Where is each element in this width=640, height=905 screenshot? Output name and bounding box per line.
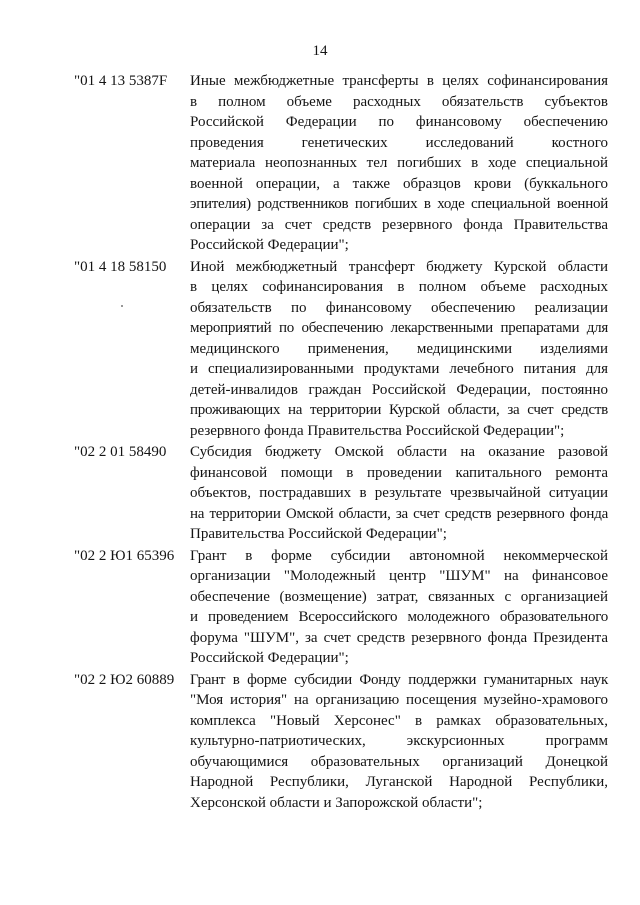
- description-line: мероприятий по обеспечению лекарственными препаратами для: [190, 320, 608, 336]
- description-line: Российской Федерации по финансовому обеспечению: [190, 114, 608, 130]
- budget-code: "02 2 Ю2 60889: [74, 671, 175, 688]
- description-line: обязательств по финансовому обеспечению реализации: [190, 299, 608, 316]
- budget-description: [190, 670, 608, 814]
- description-line: операции за счет средств резервного фонда Правительства: [190, 216, 608, 233]
- description-line: в полном объеме расходных обязательств субъектов: [190, 93, 608, 110]
- description-line: Народной Республики, Луганской Народной Республики,: [190, 774, 608, 790]
- description-line: военной операции, а также образцов крови (буккального: [190, 175, 608, 192]
- description-line: комплекса "Новый Херсонес" в рамках образовательных,: [190, 712, 608, 729]
- description-line: обеспечение (возмещение) затрат, связанных с организацией: [190, 588, 608, 605]
- description-line: Российской Федерации";: [190, 650, 349, 666]
- description-line: Иные межбюджетные трансферты в целях софинансирования: [190, 73, 608, 89]
- description-line: эпителия) родственников погибших в ходе специальной военной: [190, 196, 608, 212]
- description-line: проживающих на территории Курской области, за счет средств: [190, 402, 608, 418]
- description-line: "Моя история" на организацию посещения музейно-храмового: [190, 692, 608, 708]
- budget-code: "02 2 Ю1 65396: [74, 547, 175, 564]
- budget-code: "02 2 01 58490: [74, 444, 167, 460]
- budget-entry: [74, 442, 608, 545]
- description-line: резервного фонда Правительства Российской Федерации";: [190, 422, 565, 439]
- description-line: обучающимися образовательных организаций Донецкой: [190, 753, 608, 770]
- budget-description: [190, 257, 608, 442]
- description-line: Российской Федерации";: [190, 237, 349, 253]
- description-line: проведения генетических исследований костного: [190, 134, 608, 151]
- description-line: Грант в форме субсидии автономной некоммерческой: [190, 547, 608, 564]
- page-number: 14: [312, 43, 328, 59]
- description-line: материала неопознанных тел погибших в ходе специальной: [190, 155, 608, 171]
- description-line: Субсидия бюджету Омской области на оказание разовой: [190, 444, 608, 460]
- description-line: и проведением Всероссийского молодежного образовательного: [190, 609, 608, 625]
- description-line: организации "Молодежный центр "ШУМ" на финансовое: [190, 568, 608, 584]
- description-line: форума "ШУМ", за счет средств резервного фонда Президента: [190, 629, 608, 646]
- description-line: объектов, пострадавших в результате чрезвычайной ситуации: [190, 485, 608, 501]
- budget-description: [190, 546, 608, 669]
- description-line: Херсонской области и Запорожской области";: [190, 794, 483, 811]
- description-line: Иной межбюджетный трансферт бюджету Курской области: [190, 258, 608, 275]
- budget-code-list: [74, 71, 608, 813]
- description-line: медицинского применения, медицинскими изделиями: [190, 340, 608, 357]
- budget-description: [190, 442, 608, 545]
- budget-description: [190, 71, 608, 256]
- budget-entry: [74, 546, 608, 669]
- description-line: культурно-патриотических, экскурсионных программ: [190, 733, 608, 749]
- description-line: детей-инвалидов граждан Российской Федерации, постоянно: [190, 381, 608, 398]
- description-line: финансовой помощи в проведении капитального ремонта: [190, 464, 608, 481]
- budget-entry: [74, 257, 608, 442]
- description-line: Правительства Российской Федерации";: [190, 526, 447, 542]
- description-line: Грант в форме субсидии Фонду поддержки гуманитарных наук: [190, 671, 608, 688]
- description-line: в целях софинансирования в полном объеме расходных: [190, 279, 608, 295]
- budget-entry: [74, 670, 608, 814]
- budget-code: "01 4 18 58150: [74, 258, 167, 275]
- description-line: и специализированными продуктами лечебного питания для: [190, 361, 608, 377]
- budget-code: "01 4 13 5387F: [74, 73, 168, 89]
- description-line: на территории Омской области, за счет средств резервного фонда: [190, 505, 608, 522]
- budget-entry: [74, 71, 608, 256]
- scan-speck: [121, 305, 123, 307]
